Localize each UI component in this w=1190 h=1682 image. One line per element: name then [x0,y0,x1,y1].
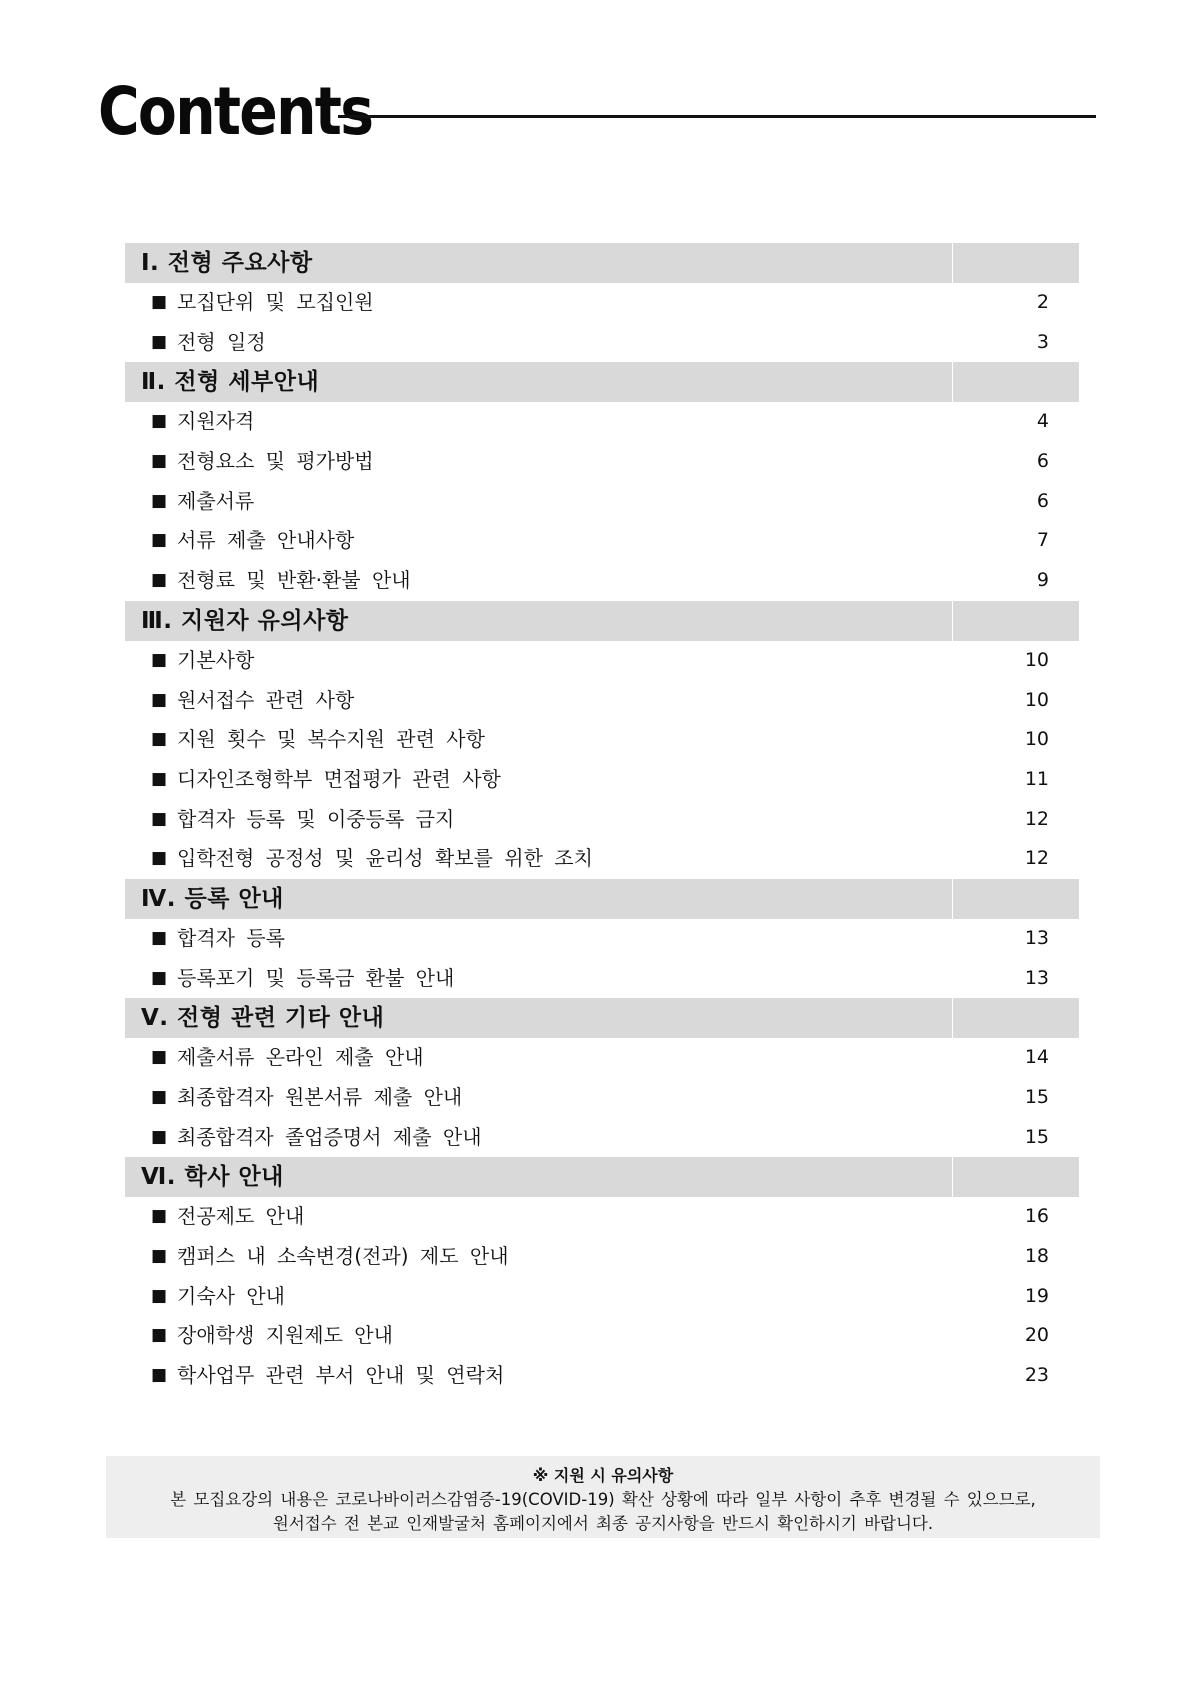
toc-section-title: Ⅰ. 전형 주요사항 [141,250,313,276]
square-bullet-icon: ■ [151,451,168,472]
square-bullet-icon: ■ [151,1285,168,1306]
toc-entry[interactable] [125,521,1079,561]
toc-entry-page-number: 10 [1024,728,1049,751]
toc-entry[interactable] [125,641,1079,681]
toc-entry-page-number: 3 [1036,330,1049,353]
toc-entry[interactable] [125,1078,1079,1118]
square-bullet-icon: ■ [151,292,168,312]
square-bullet-icon: ■ [151,1087,168,1107]
toc-entry-label: 서류 제출 안내사항 [177,528,355,553]
toc-entry-label: 합격자 등록 및 이중등록 금지 [177,806,455,831]
toc-section-header[interactable] [125,879,1079,919]
toc-entry[interactable] [125,323,1079,363]
toc-section-title: Ⅴ. 전형 관련 기타 안내 [141,1005,385,1032]
notice-line-1: 본 모집요강의 내용은 코로나바이러스감염증-19(COVID-19) 확산 상황에 따라 일부 사항이 추후 변경될 수 있으므로, [170,1490,1036,1509]
square-bullet-icon: ■ [151,570,168,591]
square-bullet-icon: ■ [151,1126,168,1147]
toc-entry-label: 기본사항 [177,647,255,672]
toc-entry-label: 디자인조형학부 면접평가 관련 사항 [177,766,501,791]
toc-entry[interactable] [125,800,1079,840]
toc-entry-label: 원서접수 관련 사항 [177,687,355,712]
toc-entry-page-number: 2 [1036,291,1049,313]
toc-entry[interactable] [125,681,1079,721]
square-bullet-icon: ■ [151,411,168,432]
toc-entry-label: 합격자 등록 [177,925,285,950]
toc-entry-page-number: 9 [1036,569,1049,592]
toc-entry-page-number: 12 [1024,807,1049,830]
toc-entry-label: 등록포기 및 등록금 환불 안내 [177,965,455,990]
toc-entry-label: 지원 횟수 및 복수지원 관련 사항 [177,727,485,752]
square-bullet-icon: ■ [151,927,168,948]
toc-entry[interactable] [125,720,1079,760]
title-underline-rule [338,115,1096,118]
notice-title: ※ 지원 시 유의사항 [532,1466,674,1485]
toc-section-title: Ⅱ. 전형 세부안내 [141,369,320,396]
toc-entry-page-number: 10 [1024,688,1049,711]
square-bullet-icon: ■ [151,649,168,670]
toc-entry-page-number: 13 [1024,926,1049,949]
toc-column-divider [952,601,953,641]
toc-entry[interactable] [125,442,1079,482]
toc-entry-page-number: 15 [1024,1086,1049,1108]
toc-entry[interactable] [125,561,1079,601]
toc-entry-page-number: 15 [1024,1125,1049,1148]
toc-entry-page-number: 16 [1024,1205,1049,1228]
toc-column-divider [952,879,953,919]
toc-section-title: Ⅵ. 학사 안내 [141,1164,284,1191]
toc-column-divider [952,362,953,402]
toc-section-header[interactable] [125,1157,1079,1197]
toc-entry[interactable] [125,1118,1079,1158]
page-title: Contents [98,73,373,150]
toc-entry-label: 모집단위 및 모집인원 [177,290,374,314]
toc-section-header[interactable] [125,601,1079,641]
toc-entry-page-number: 4 [1036,410,1049,433]
toc-entry-page-number: 11 [1024,767,1049,790]
toc-entry-page-number: 23 [1024,1364,1049,1387]
toc-entry-page-number: 19 [1024,1284,1049,1307]
toc-entry-label: 최종합격자 원본서류 제출 안내 [177,1085,463,1109]
toc-entry[interactable] [125,760,1079,800]
square-bullet-icon: ■ [151,729,168,750]
square-bullet-icon: ■ [151,967,168,988]
toc-entry[interactable] [125,1316,1079,1356]
toc-entry-label: 최종합격자 졸업증명서 제출 안내 [177,1124,482,1149]
toc-entry-label: 학사업무 관련 부서 안내 및 연락처 [177,1363,505,1388]
toc-entry-page-number: 6 [1036,450,1049,473]
toc-entry[interactable] [125,1277,1079,1317]
toc-column-divider [952,998,953,1038]
toc-entry-page-number: 7 [1036,529,1049,552]
toc-entry[interactable] [125,919,1079,959]
square-bullet-icon: ■ [151,1206,168,1227]
toc-column-divider [952,1157,953,1197]
toc-section-header[interactable] [125,998,1079,1038]
square-bullet-icon: ■ [151,848,168,869]
toc-entry-label: 기숙사 안내 [177,1283,285,1308]
toc-entry-label: 전형요소 및 평가방법 [177,449,374,474]
toc-section-title: Ⅲ. 지원자 유의사항 [141,607,349,634]
notice-box [106,1456,1100,1538]
square-bullet-icon: ■ [151,490,168,511]
toc-entry[interactable] [125,1237,1079,1277]
toc-entry[interactable] [125,1197,1079,1237]
toc-entry-label: 지원자격 [177,409,255,434]
toc-entry-label: 입학전형 공정성 및 윤리성 확보를 위한 조치 [177,846,593,871]
square-bullet-icon: ■ [151,1325,168,1346]
toc-entry-label: 전형 일정 [177,329,266,354]
toc-entry-page-number: 18 [1024,1245,1049,1268]
table-of-contents [125,243,1079,1396]
square-bullet-icon: ■ [151,689,168,710]
page-header [98,72,1096,152]
toc-entry-label: 장애학생 지원제도 안내 [177,1323,393,1348]
toc-section-header[interactable] [125,243,1079,283]
toc-entry-label: 전형료 및 반환·환불 안내 [177,568,411,593]
toc-entry-label: 캠퍼스 내 소속변경(전과) 제도 안내 [177,1244,509,1269]
toc-section-title: Ⅳ. 등록 안내 [141,885,284,912]
toc-entry-page-number: 14 [1024,1046,1049,1069]
toc-entry-label: 제출서류 온라인 제출 안내 [177,1045,424,1070]
toc-entry[interactable] [125,959,1079,999]
toc-entry-page-number: 6 [1036,489,1049,512]
toc-entry-page-number: 20 [1024,1324,1049,1347]
square-bullet-icon: ■ [151,530,168,551]
square-bullet-icon: ■ [151,1246,168,1267]
toc-entry[interactable] [125,482,1079,522]
toc-entry-label: 전공제도 안내 [177,1204,305,1229]
square-bullet-icon: ■ [151,768,168,789]
toc-entry[interactable] [125,1038,1079,1078]
notice-line-2: 원서접수 전 본교 인재발굴처 홈페이지에서 최종 공지사항을 반드시 확인하시기 바랍니다. [272,1514,934,1533]
toc-entry-page-number: 10 [1024,648,1049,671]
toc-section-header[interactable] [125,362,1079,402]
toc-entry[interactable] [125,402,1079,442]
square-bullet-icon: ■ [151,808,168,829]
toc-entry-label: 제출서류 [177,488,255,513]
square-bullet-icon: ■ [151,331,168,352]
toc-entry-page-number: 13 [1024,966,1049,989]
square-bullet-icon: ■ [151,1047,168,1068]
toc-entry[interactable] [125,839,1079,879]
toc-entry-page-number: 12 [1024,847,1049,870]
toc-entry[interactable] [125,283,1079,323]
toc-entry[interactable] [125,1356,1079,1396]
toc-column-divider [952,243,953,283]
square-bullet-icon: ■ [151,1365,168,1386]
